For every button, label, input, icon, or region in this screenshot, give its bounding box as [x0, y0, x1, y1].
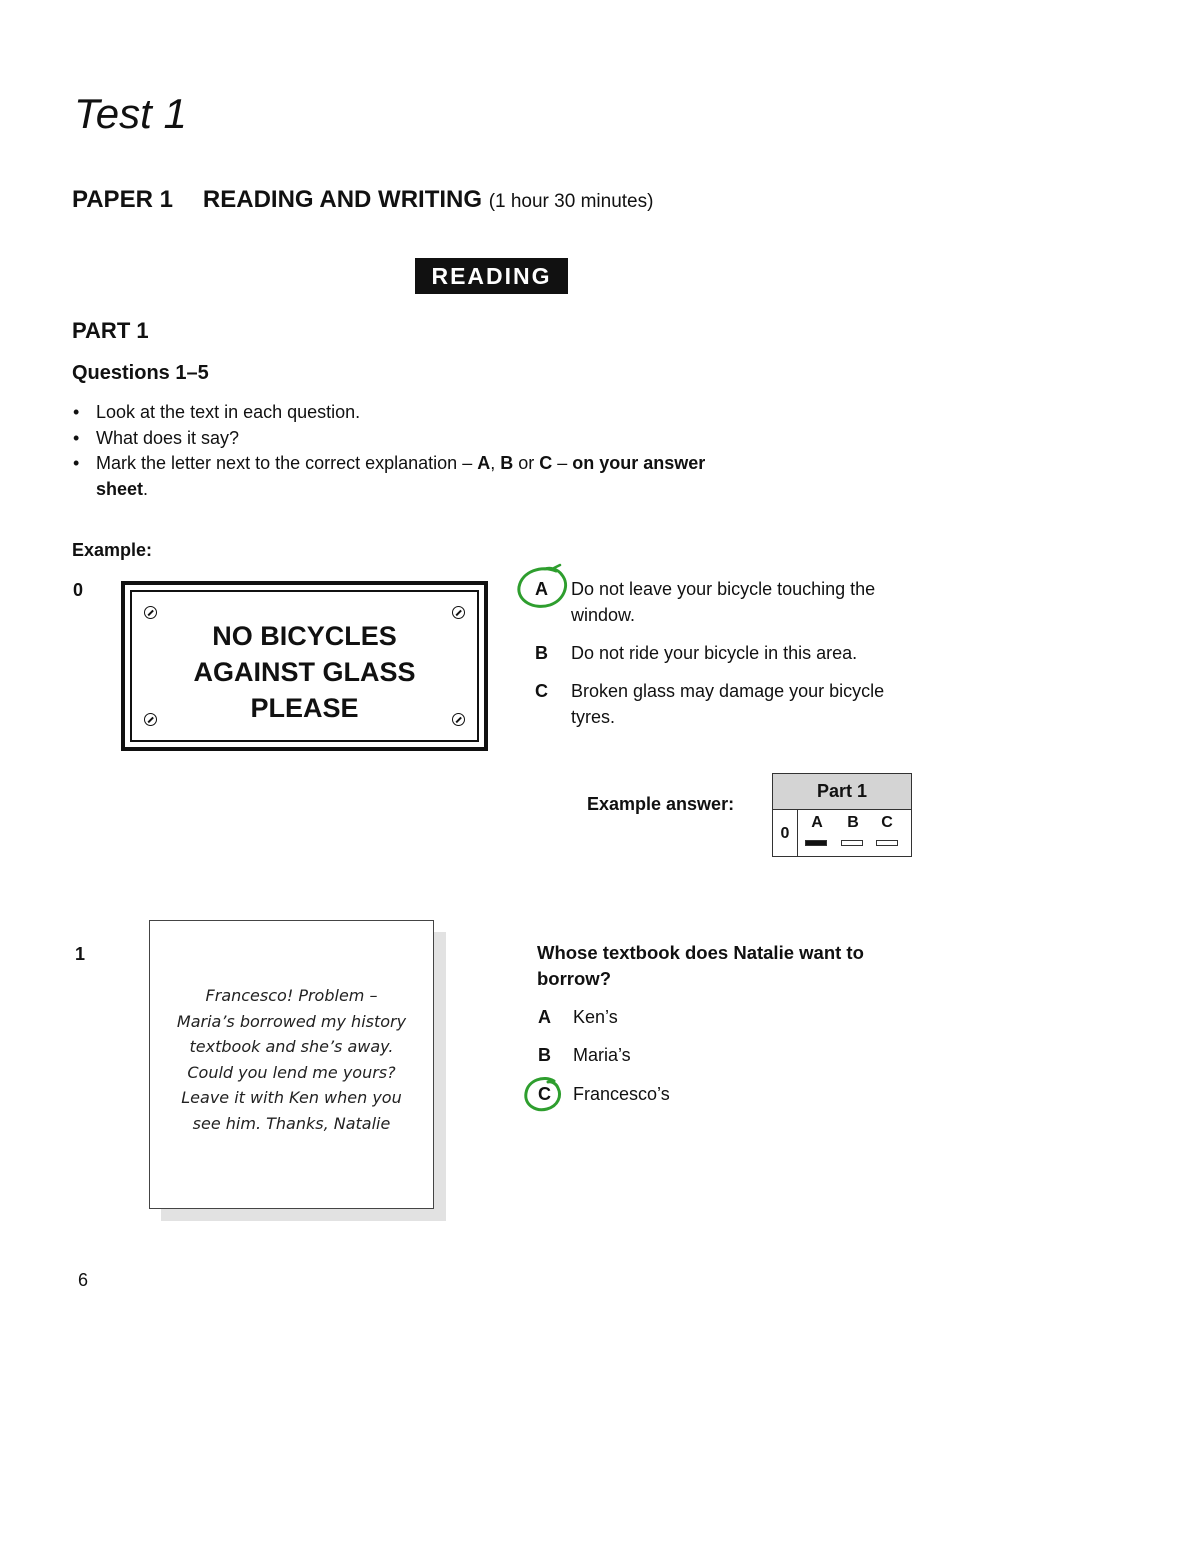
paper-title: READING AND WRITING: [202, 186, 483, 213]
option-text: [571, 576, 931, 628]
option-text: Francesco’s: [573, 1084, 670, 1104]
answer-row-number: 0: [773, 810, 798, 857]
question-line: Whose textbook does Natalie want to: [537, 942, 864, 963]
note-line: see him. Thanks, Natalie: [192, 1113, 391, 1133]
option-letter: A: [538, 1007, 551, 1027]
option-letter: A: [535, 579, 548, 599]
option-line: tyres.: [571, 707, 616, 727]
note-line: textbook and she’s away.: [189, 1037, 394, 1056]
instruction-letter-a: A: [477, 453, 491, 473]
option-line: window.: [571, 605, 636, 625]
question-number: 1: [75, 944, 86, 964]
instruction-or: or: [513, 453, 540, 473]
example-label: Example:: [72, 540, 153, 560]
sign-line: AGAINST GLASS: [193, 657, 416, 687]
sign-text: [132, 618, 477, 726]
instruction-text: Look at the text in each question.: [96, 402, 361, 422]
sign-line: PLEASE: [250, 693, 359, 723]
question-line: borrow?: [537, 968, 611, 989]
instruction-dash: –: [552, 453, 573, 473]
answer-bubble-b: [841, 840, 863, 846]
example-number: 0: [73, 580, 84, 600]
note-text: [160, 983, 423, 1136]
option-text: [571, 678, 931, 730]
option-letter: B: [538, 1045, 551, 1065]
instruction-item: [72, 426, 732, 452]
questions-range-title: Questions 1–5: [72, 362, 209, 384]
option-text: Ken’s: [573, 1007, 618, 1027]
question-text: [537, 940, 917, 992]
paper-label: PAPER 1: [72, 186, 173, 213]
answer-column-c: C: [881, 814, 893, 831]
section-badge: READING: [415, 258, 568, 294]
example-sign: [121, 581, 488, 751]
option-letter: C: [538, 1084, 551, 1104]
test-title: Test 1: [74, 90, 187, 137]
instruction-text: Mark the letter next to the correct explanation –: [96, 453, 478, 473]
answer-bubble-c: [876, 840, 898, 846]
option-text: Maria’s: [573, 1045, 631, 1065]
paper-duration: (1 hour 30 minutes): [488, 191, 654, 212]
answer-column-a: A: [811, 814, 823, 831]
option-letter: B: [535, 643, 548, 663]
answer-bubble-a-filled: [805, 840, 827, 846]
instruction-answer-sheet: on your answer sheet: [96, 453, 706, 499]
instruction-sep: ,: [490, 453, 501, 473]
page-number: 6: [78, 1270, 89, 1290]
option-line: Broken glass may damage your bicycle: [571, 681, 885, 701]
note-line: Francesco! Problem –: [205, 986, 378, 1005]
sign-line: NO BICYCLES: [212, 621, 397, 651]
instructions-list: [72, 400, 732, 502]
option-text: Do not ride your bicycle in this area.: [571, 643, 858, 663]
answer-box-title: Part 1: [773, 774, 911, 810]
instruction-end: .: [143, 478, 149, 499]
answer-column-b: B: [847, 814, 859, 831]
part-title: PART 1: [72, 318, 149, 343]
note-card: [149, 920, 434, 1209]
option-line: Do not leave your bicycle touching the: [571, 579, 876, 599]
note-line: Could you lend me yours?: [187, 1062, 396, 1082]
sign-inner-border: [130, 590, 479, 742]
instruction-item: [72, 451, 732, 502]
option-letter: C: [535, 681, 548, 701]
note-line: Maria’s borrowed my history: [176, 1011, 407, 1031]
instruction-text: What does it say?: [96, 427, 240, 448]
paper-heading: [72, 186, 653, 214]
instruction-item: [72, 400, 732, 426]
instruction-letter-c: C: [539, 453, 553, 473]
note-line: Leave it with Ken when you: [181, 1088, 402, 1107]
instruction-letter-b: B: [500, 453, 514, 473]
example-answer-label: Example answer:: [587, 794, 735, 814]
answer-box-row: [773, 810, 911, 857]
